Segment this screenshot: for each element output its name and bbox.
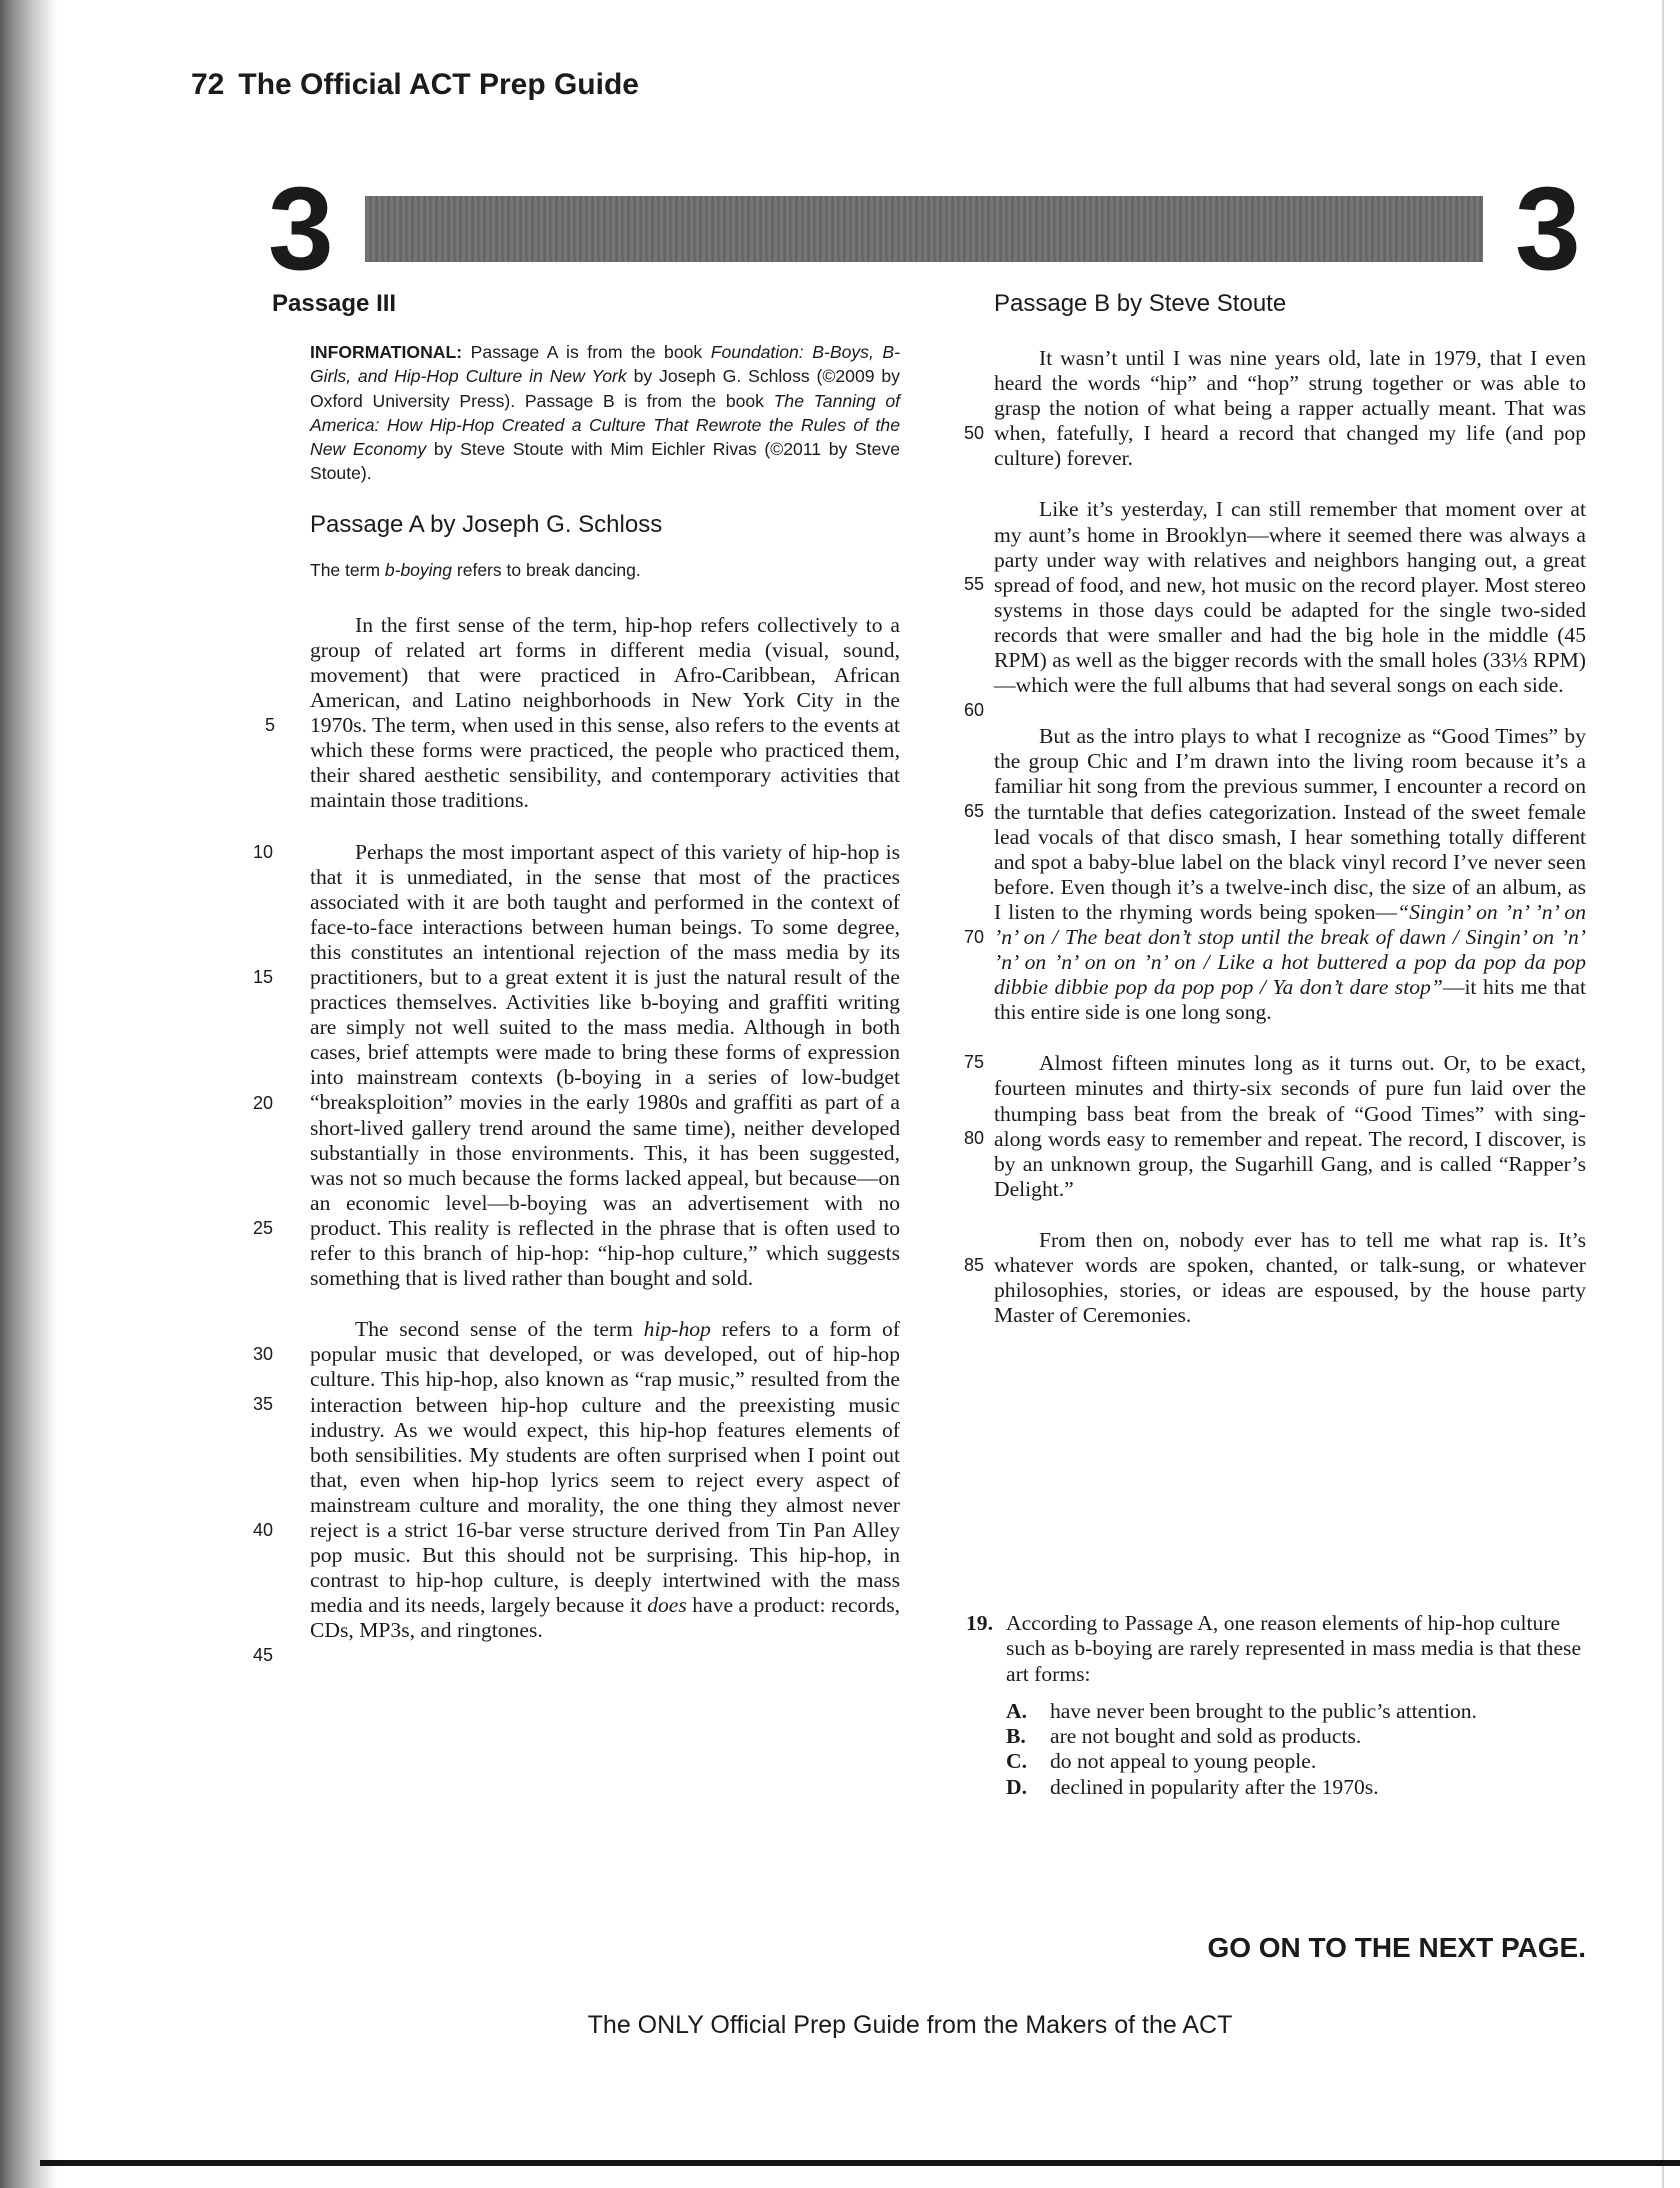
intro-text: Passage A is from the book [462,342,711,362]
answer-option-d[interactable] [1006,1775,1588,1800]
page-number: 72 [191,68,225,101]
passage-b-paragraph-1 [964,346,1586,471]
running-header [191,68,639,102]
note-text: The term [310,559,385,580]
line-number: 70 [964,927,985,948]
paragraph-text: have a product: records, CDs, MP3s, and ringtones. [310,1593,900,1643]
answer-option-a[interactable] [1006,1699,1588,1724]
passage-b-heading: Passage B by Steve Stoute [994,290,1287,317]
line-number: 35 [253,1394,274,1415]
line-number: 30 [253,1343,274,1364]
line-number: 80 [964,1128,985,1149]
paragraph-text: Almost fifteen minutes long as it turns out. Or, to be exact, fourteen minutes and thirty-six seconds of pure fun laid over the thumping bass beat from the break of “Good Times” with sing-along words easy to remember and repeat. The record, I discover, is by an unknown group, the Sugarhill Gang, and is called “Rapper’s Delight.” [994,1051,1586,1201]
paragraph-text: refers to a form of popular music that developed, or was developed, out of hip-hop culture. This hip-hop, also known as “rap music,” resulted from the interaction between hip-hop culture and the preexisting music industry. As we would expect, this hip-hop features elements of both sensibilities. My students are often surprised when I point out that, even when hip-hop lyrics seem to reject every aspect of mainstream culture and morality, the one thing they almost never reject is a strict 16-bar verse structure derived from Tin Pan Alley pop music. But this should not be surprising. This hip-hop, in contrast to hip-hop culture, is deeply intertwined with the mass media and its needs, largely because it [310,1317,901,1618]
answer-options [1006,1699,1588,1800]
question-number: 19. [966,1611,993,1635]
passage-b-paragraph-2 [964,497,1586,721]
line-number: 55 [964,574,985,595]
option-letter: C. [1006,1749,1027,1774]
lyrics: “Singin’ on ’n’ ’n’ on ’n’ on / The beat don’t stop until the break of dawn / Singin’ on ’n’ ’n’ on ’n’ on on ’n’ on / Like a hot buttered a pop da pop da pop dibbie dibbie pop da pop pop / Ya don’t dare stop” [994,899,1587,1000]
section-bar [365,196,1483,262]
option-text: do not appeal to young people. [1050,1749,1317,1774]
answer-option-b[interactable] [1006,1724,1588,1749]
option-text: have never been brought to the public’s attention. [1050,1698,1477,1723]
passage-a-heading: Passage A by Joseph G. Schloss [310,510,663,538]
intro-book-b: The Tanning of America: How Hip-Hop Created a Culture That Rewrote the Rules of the New Economy [310,390,900,460]
page-bottom-edge [40,2160,1680,2166]
book-title: The Official ACT Prep Guide [238,68,639,101]
paragraph-text: But as the intro plays to what I recognize as “Good Times” by the group Chic and I’m drawn into the living room because it’s a familiar hit song from the previous summer, I encounter a record on the turntable that defies categorization. Instead of the sweet female lead vocals of that disco smash, I hear something totally different and spot a baby-blue label on the black vinyl record I’ve never seen before. Even though it’s a twelve-inch disc, the size of an album, as I listen to the rhyming words being spoken— [994,724,1586,924]
passage-title: Passage III [272,290,397,317]
paragraph-text: It wasn’t until I was nine years old, late in 1979, that I even heard the words “hip” and “hop” strung together or was able to grasp the notion of what being a rapper actually meant. That was when, fatefully, I heard a record that changed my life (and pop culture) forever. [994,346,1586,471]
line-number: 75 [964,1052,985,1073]
passage-b-paragraph-5 [964,1227,1586,1328]
option-letter: D. [1006,1774,1027,1799]
option-letter: A. [1006,1698,1027,1723]
paragraph-text: Like it’s yesterday, I can still remember that moment over at my aunt’s home in Brooklyn—where it seemed there was always a party under way with relatives and neighbors hanging out, a great spread of food, and new, hot music on the record player. Most stereo systems in those days could be adapted for the single two-sided records that were smaller and had the big hole in the middle (45 RPM) as well as the bigger records with the small holes (33⅓ RPM)—which were the full albums that had several songs on each side. [994,497,1586,698]
question-19 [1006,1611,1588,1800]
footer-tagline: The ONLY Official Prep Guide from the Makers of the ACT [587,2011,1233,2039]
book-spine-shadow [0,0,58,2188]
question-stem: According to Passage A, one reason elements of hip-hop culture such as b-boying are rarely represented in mass media is that these art forms: [1006,1611,1582,1686]
note-term: b-boying [384,559,453,580]
paragraph-text: From then on, nobody ever has to tell me what rap is. It’s whatever words are spoken, chanted, or talk-sung, or whatever philosophies, stories, or ideas are espoused, by the house party Master of Ceremonies. [994,1227,1586,1328]
section-number-right: 3 [1515,163,1581,295]
line-number: 15 [253,966,274,987]
emphasis: does [647,1593,687,1618]
line-number: 40 [253,1520,274,1541]
passage-b-paragraph-3 [964,724,1587,1073]
intro-book-a: Foundation: B-Boys, B-Girls, and Hip-Hop Culture in New York [310,342,900,387]
passage-a-note [310,560,900,581]
right-column [964,290,1587,1328]
paragraph-text: The second sense of the term [355,1317,644,1342]
option-text: declined in popularity after the 1970s. [1050,1774,1379,1799]
line-number: 85 [964,1254,985,1275]
option-text: are not bought and sold as products. [1050,1724,1362,1749]
intro-label: INFORMATIONAL: [310,342,463,362]
line-number: 10 [253,841,274,862]
answer-option-c[interactable] [1006,1749,1588,1774]
intro-text: by Steve Stoute with Mim Eichler Rivas (©2011 by Steve Stoute). [310,439,900,484]
passage-intro [310,340,900,486]
paragraph-text: —it hits me that this entire side is one long song. [994,975,1586,1025]
intro-text: by Joseph G. Schloss (©2009 by Oxford University Press). Passage B is from the book [310,366,900,411]
line-number: 45 [253,1645,274,1666]
page-edge [1662,0,1664,2188]
line-number: 20 [253,1092,274,1113]
left-column [253,290,901,1666]
emphasis: hip-hop [643,1317,711,1342]
line-number: 5 [265,714,276,735]
option-letter: B. [1006,1724,1026,1749]
note-text: refers to break dancing. [452,559,641,580]
paragraph-text: In the first sense of the term, hip-hop refers collectively to a group of related art forms in different media (visual, sound, movement) that were practiced in Afro-Caribbean, African American, and Latino neighborhoods in New York City in the 1970s. The term, when used in this sense, also refers to the events at which these forms were practiced, the people who practiced them, their shared aesthetic sensibility, and contemporary activities that maintain those traditions. [310,612,900,813]
paragraph-text: Perhaps the most important aspect of this variety of hip-hop is that it is unmediated, in the sense that most of the practices associated with it are both taught and performed in the context of face-to-face interactions between human beings. To some degree, this constitutes an intentional rejection of the mass media by its practitioners, but to a great extent it is just the natural result of the practices themselves. Activities like b-boying and graffiti writing are simply not well suited to the mass media. Although in both cases, brief attempts were made to bring these forms of expression into mainstream contexts (b-boying in a series of low-budget “breaksploition” movies in the early 1980s and graffiti as part of a short-lived gallery trend around the same time), neither developed substantially in those environments. This, it has been suggested, was not so much because the forms lacked appeal, but because—on an economic level—b-boying was an advertisement with no product. This reality is reflected in the phrase that is often used to refer to this branch of hip-hop: “hip-hop culture,” which suggests something that is lived rather than bought and sold. [310,839,900,1291]
line-number: 65 [964,801,985,822]
passage-a-paragraph-1 [265,612,900,814]
line-number: 60 [964,700,985,721]
line-number: 25 [253,1217,274,1238]
go-on-next-page: GO ON TO THE NEXT PAGE. [1207,1932,1586,1963]
section-number-left: 3 [268,163,334,295]
line-number: 50 [964,423,985,443]
